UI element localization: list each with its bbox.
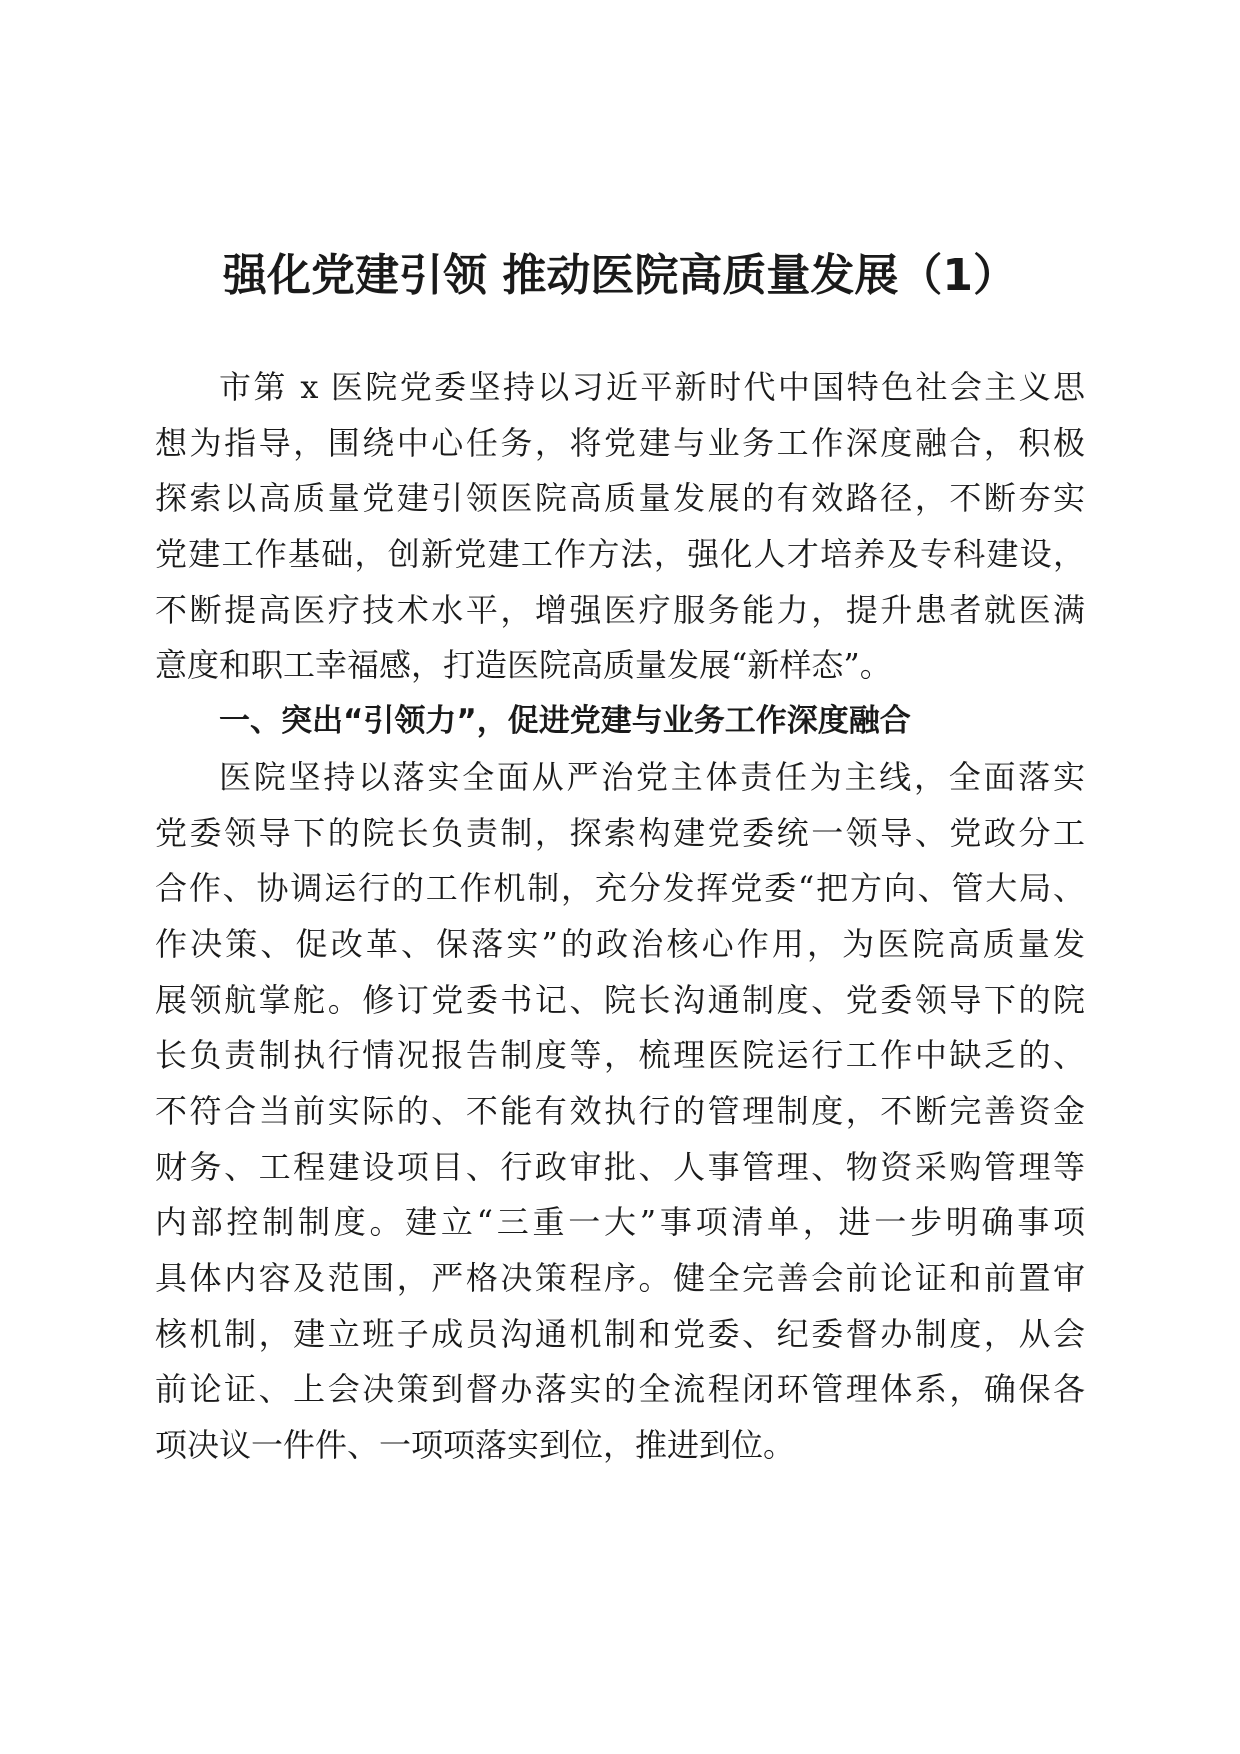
paragraph-line: 具体内容及范围，严格决策程序。健全完善会前论证和前置审: [155, 1259, 1085, 1297]
paragraph-line: 医院坚持以落实全面从严治党主体责任为主线，全面落实: [219, 757, 1085, 796]
paragraph-line: 想为指导，围绕中心任务，将党建与业务工作深度融合，积极: [155, 423, 1085, 462]
paragraph-line: 长负责制执行情况报告制度等，梳理医院运行工作中缺乏的、: [155, 1036, 1085, 1075]
paragraph-line: 市第 x 医院党委坚持以习近平新时代中国特色社会主义思: [219, 368, 1085, 406]
paragraph-line: 核机制，建立班子成员沟通机制和党委、纪委督办制度，从会: [155, 1314, 1085, 1353]
paragraph-line: 党委领导下的院长负责制，探索构建党委统一领导、党政分工: [155, 813, 1085, 852]
paragraph-line: 不断提高医疗技术水平，增强医疗服务能力，提升患者就医满: [155, 590, 1085, 629]
paragraph-line: 合作、协调运行的工作机制，充分发挥党委“把方向、管大局、: [155, 869, 1085, 908]
paragraph-line: 项决议一件件、一项项落实到位，推进到位。: [155, 1426, 796, 1465]
paragraph-line: 作决策、促改革、保落实”的政治核心作用，为医院高质量发: [155, 924, 1085, 963]
paragraph-line: 财务、工程建设项目、行政审批、人事管理、物资采购管理等: [155, 1147, 1085, 1186]
paragraph-line: 意度和职工幸福感，打造医院高质量发展“新样态”。: [155, 646, 892, 685]
paragraph-line: 前论证、上会决策到督办落实的全流程闭环管理体系，确保各: [155, 1370, 1085, 1409]
paragraph-line: 展领航掌舵。修订党委书记、院长沟通制度、党委领导下的院: [155, 980, 1085, 1019]
document-body: [155, 360, 1085, 1474]
paragraph-line: 不符合当前实际的、不能有效执行的管理制度，不断完善资金: [155, 1091, 1085, 1130]
paragraph-line: 探索以高质量党建引领医院高质量发展的有效路径，不断夯实: [155, 479, 1085, 518]
paragraph-line: 内部控制制度。建立“三重一大”事项清单，进一步明确事项: [155, 1203, 1085, 1242]
document-title: 强化党建引领 推动医院高质量发展（1）: [223, 250, 1017, 301]
paragraph-line: 党建工作基础，创新党建工作方法，强化人才培养及专科建设，: [155, 535, 1085, 574]
section-heading: 一、突出“引领力”，促进党建与业务工作深度融合: [219, 703, 911, 740]
